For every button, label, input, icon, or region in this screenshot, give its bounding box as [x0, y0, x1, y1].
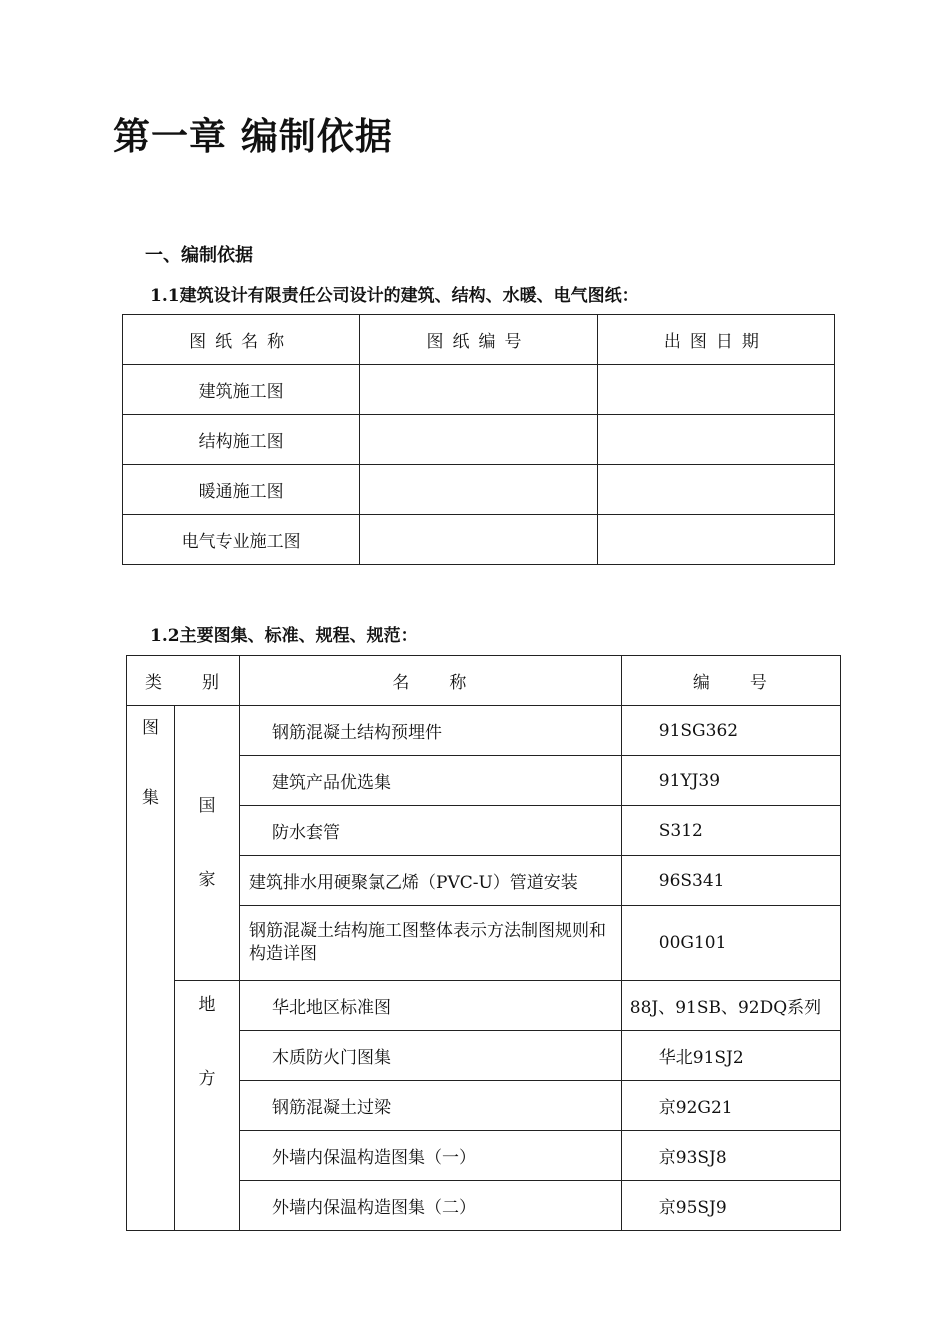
standard-code-cell: 91SG362	[621, 706, 840, 756]
group-local-cell	[174, 981, 239, 1231]
standard-name-cell: 建筑产品优选集	[240, 756, 622, 806]
drawing-number-cell	[360, 365, 597, 415]
issue-date-cell	[597, 365, 834, 415]
issue-date-cell	[597, 465, 834, 515]
group-char: 国	[198, 796, 216, 816]
standard-name-cell: 钢筋混凝土结构施工图整体表示方法制图规则和构造详图	[240, 906, 622, 981]
group-char: 方	[198, 1069, 216, 1089]
standards-table	[126, 655, 841, 1231]
header-category: 类 别	[127, 656, 240, 706]
standard-name-cell: 钢筋混凝土结构预埋件	[240, 706, 622, 756]
category-cell	[127, 706, 175, 1231]
table-header-row	[123, 315, 835, 365]
standard-name-cell: 外墙内保温构造图集（一）	[240, 1131, 622, 1181]
table-row	[123, 365, 835, 415]
table-header-row	[127, 656, 841, 706]
table-row	[127, 981, 841, 1031]
subsection-heading-standards: 1.2主要图集、标准、规程、规范：	[150, 626, 418, 646]
header-code: 编 号	[621, 656, 840, 706]
standard-code-cell: 96S341	[621, 856, 840, 906]
standard-code-cell: 88J、91SB、92DQ系列	[621, 981, 840, 1031]
standard-code-cell: 京93SJ8	[621, 1131, 840, 1181]
subsection-heading-drawings: 1.1建筑设计有限责任公司设计的建筑、结构、水暖、电气图纸：	[150, 286, 639, 306]
section-heading: 一、编制依据	[145, 245, 253, 266]
standard-code-cell: S312	[621, 806, 840, 856]
drawings-table	[122, 314, 835, 565]
standard-name-cell: 钢筋混凝土过梁	[240, 1081, 622, 1131]
table-row	[123, 415, 835, 465]
standard-name-cell: 华北地区标准图	[240, 981, 622, 1031]
drawing-name-cell: 暖通施工图	[123, 465, 360, 515]
drawing-name-cell: 建筑施工图	[123, 365, 360, 415]
standard-code-cell: 京92G21	[621, 1081, 840, 1131]
standard-name-cell: 防水套管	[240, 806, 622, 856]
group-national-cell	[174, 706, 239, 981]
chapter-title: 第一章 编制依据	[113, 115, 393, 158]
standard-name-cell: 建筑排水用硬聚氯乙烯（PVC-U）管道安装	[240, 856, 622, 906]
standard-code-cell: 91YJ39	[621, 756, 840, 806]
header-drawing-name: 图纸名称	[123, 315, 360, 365]
standard-code-cell: 京95SJ9	[621, 1181, 840, 1231]
header-drawing-number: 图纸编号	[360, 315, 597, 365]
drawing-number-cell	[360, 415, 597, 465]
standard-code-cell: 华北91SJ2	[621, 1031, 840, 1081]
group-char: 家	[198, 870, 216, 890]
header-issue-date: 出图日期	[597, 315, 834, 365]
standard-name-cell: 木质防火门图集	[240, 1031, 622, 1081]
drawing-name-cell: 电气专业施工图	[123, 515, 360, 565]
category-char: 集	[141, 788, 159, 808]
table-row	[123, 465, 835, 515]
standard-code-cell: 00G101	[621, 906, 840, 981]
drawing-number-cell	[360, 515, 597, 565]
issue-date-cell	[597, 515, 834, 565]
standard-name-cell: 外墙内保温构造图集（二）	[240, 1181, 622, 1231]
header-name: 名 称	[240, 656, 622, 706]
issue-date-cell	[597, 415, 834, 465]
category-char: 图	[141, 718, 159, 738]
drawing-name-cell: 结构施工图	[123, 415, 360, 465]
table-row	[127, 706, 841, 756]
table-row	[123, 515, 835, 565]
group-char: 地	[198, 995, 216, 1015]
drawing-number-cell	[360, 465, 597, 515]
